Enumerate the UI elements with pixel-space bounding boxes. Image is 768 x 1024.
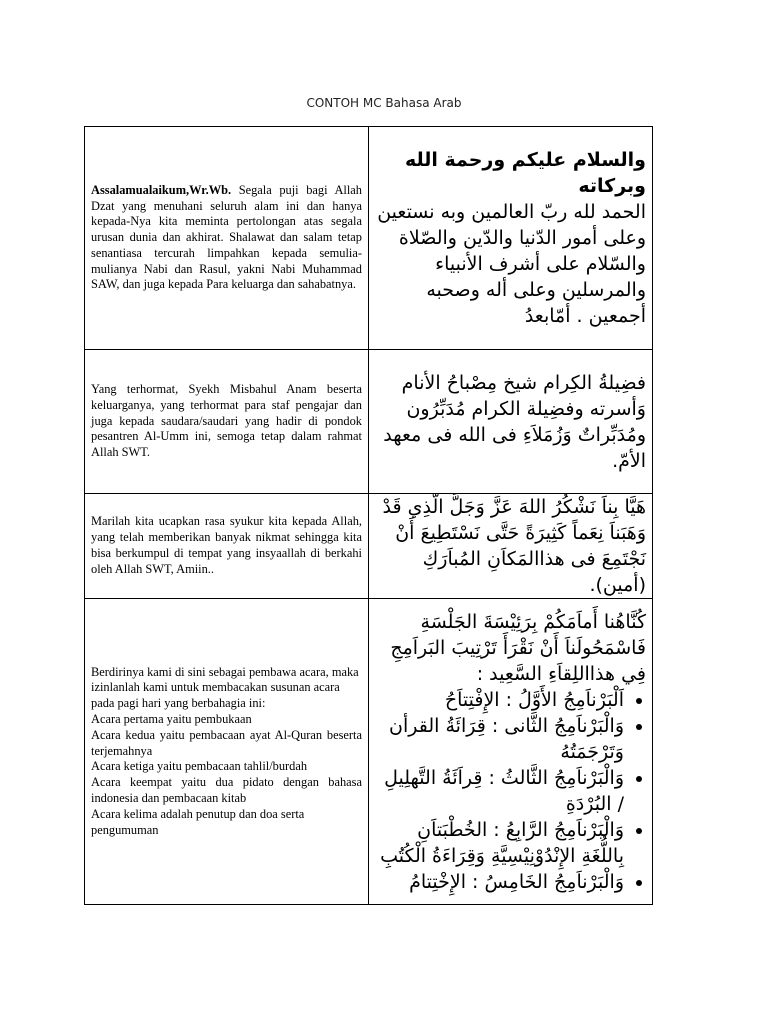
program-item-id: Acara keempat yaitu dua pidato dengan bahasa indonesia dan pembacaan kitab: [91, 775, 362, 805]
table-row: [85, 494, 653, 599]
arabic-cell: [369, 494, 653, 599]
arabic-cell: [369, 127, 653, 350]
mc-script-table: [84, 126, 653, 905]
program-intro-ar: كُنَّاهُنا أَماَمَكُمْ بِرَئِيْسَةَ الجَلْسَةِ فَاسْمَحُولَناَ أَنْ نَقْرَأَ تَرْتِيبَ البَراَمِجِ فِي هذااللِقاَءِ السَّعِيد :: [390, 610, 646, 685]
arabic-cell: [369, 599, 653, 905]
program-item-id: Acara kedua yaitu pembacaan ayat Al-Quran beserta terjemahnya: [91, 727, 362, 758]
document-title: CONTOH MC Bahasa Arab: [306, 96, 462, 110]
arabic-salam: والسلام عليكم ورحمة الله وبركاته: [404, 149, 646, 197]
indonesian-cell: [85, 350, 369, 494]
arabic-cell: [369, 350, 653, 494]
program-list-id: [85, 665, 368, 839]
program-item-ar: • وَالْبَرْناَمِجُ الخَامِسُ : الإِخْتِتامُ: [373, 869, 624, 895]
gratitude-id: Marilah kita ucapkan rasa syukur kita kepada Allah, yang telah memberikan banyak nikmat sehingga kita bisa berkumpul di tempat yang insyaallah di berkahi oleh Allah SWT, Amiin..: [91, 514, 362, 576]
program-bullets-ar: [373, 687, 646, 895]
opening-greeting-id: [85, 183, 368, 294]
respected-guests-id: Yang terhormat, Syekh Misbahul Anam beserta keluarganya, yang terhormat para staf pengajar dan juga kepada saudara/saudari yang hadir di pondok pesantren Al-Umm ini, semoga tetap dalam rahmat Allah SWT.: [91, 382, 362, 460]
table-row: [85, 599, 653, 905]
program-item-ar: • وَالْبَرْناَمِجُ الثَّانى : قِرَائَةُ القرأن وَتَرْجَمَتُهُ: [373, 713, 624, 765]
table-row: [85, 127, 653, 350]
program-item-ar: • وَالْبَرْناَمِجُ الرَّابِعُ : الخُطْبَتاَنِ بِاللُّغَةِ الإِنْدُوْنِيْسِيَّةِ وَقِرَاءَةُ الْكُتُبِ: [373, 817, 624, 869]
program-item-id: Acara kelima adalah penutup dan doa serta pengumuman: [91, 806, 305, 837]
gratitude-ar: هَيَّا بِناَ نَشْكُرُ اللهَ عَزَّ وَجَلَّ الَّذِي قَدْ وَهَبَناَ نِعَماً كَثِيرَةً حَتَّى نَسْتَطِيعَ أَنْ نَجْتَمِعَ فى هذاالمَكاَنِ المُباَرَكِ (أمين).: [382, 496, 646, 596]
program-item-ar: • وَالْبَرْناَمِجُ الثَّالثُ : قِراَئَةُ التَّهلِيلِ / البُرْدَةِ: [373, 765, 624, 817]
greeting-bold: Assalamualaikum,Wr.Wb.: [91, 182, 232, 197]
program-list-ar: [369, 609, 652, 895]
greeting-text: Segala puji bagi Allah Dzat yang menuhani seluruh alam ini dan hanya kepada-Nya kita meminta pertolongan atas segala urusan dunia dan akhirat. Shalawat dan salam tetap senantiasa tercurah limpahkan kepada semulia-mulianya Nabi dan Rasul, yakni Nabi Muhammad SAW, dan juga kepada Para keluarga dan sahabatnya.: [91, 182, 362, 292]
arabic-hamdalah: الحمد لله ربّ العالمين وبه نستعين وعلى أمور الدّنيا والدّين والصّلاة والسّلام على أشرف الأنبياء والمرسلين وعلى أله وصحبه أجمعين . أمّابعدُ: [377, 201, 646, 327]
program-item-id: Acara pertama yaitu pembukaan: [91, 712, 252, 726]
program-item-ar: • اَلْبَرْناَمِجُ الأَوَّلُ : الإِفْتِتاَحُ: [373, 687, 624, 713]
indonesian-cell: [85, 599, 369, 905]
program-intro-id: Berdirinya kami di sini sebagai pembawa acara, maka izinlanlah kami untuk membacakan susunan acara pada pagi hari yang berbahagia ini:: [91, 664, 359, 711]
respected-guests-ar: فضِيلةُ الكِرام شيخ مِصْباحُ الأنام وَأسرته وفضِيلة الكرام مُدَبِّرُون ومُدَبِّراتٌ وَزُمَلاَءِ فى الله فى معهد الأمّ.: [383, 371, 646, 472]
indonesian-cell: [85, 494, 369, 599]
table-row: [85, 350, 653, 494]
indonesian-cell: [85, 127, 369, 350]
opening-greeting-ar: [369, 147, 652, 329]
program-item-id: Acara ketiga yaitu pembacaan tahlil/burdah: [91, 759, 308, 774]
